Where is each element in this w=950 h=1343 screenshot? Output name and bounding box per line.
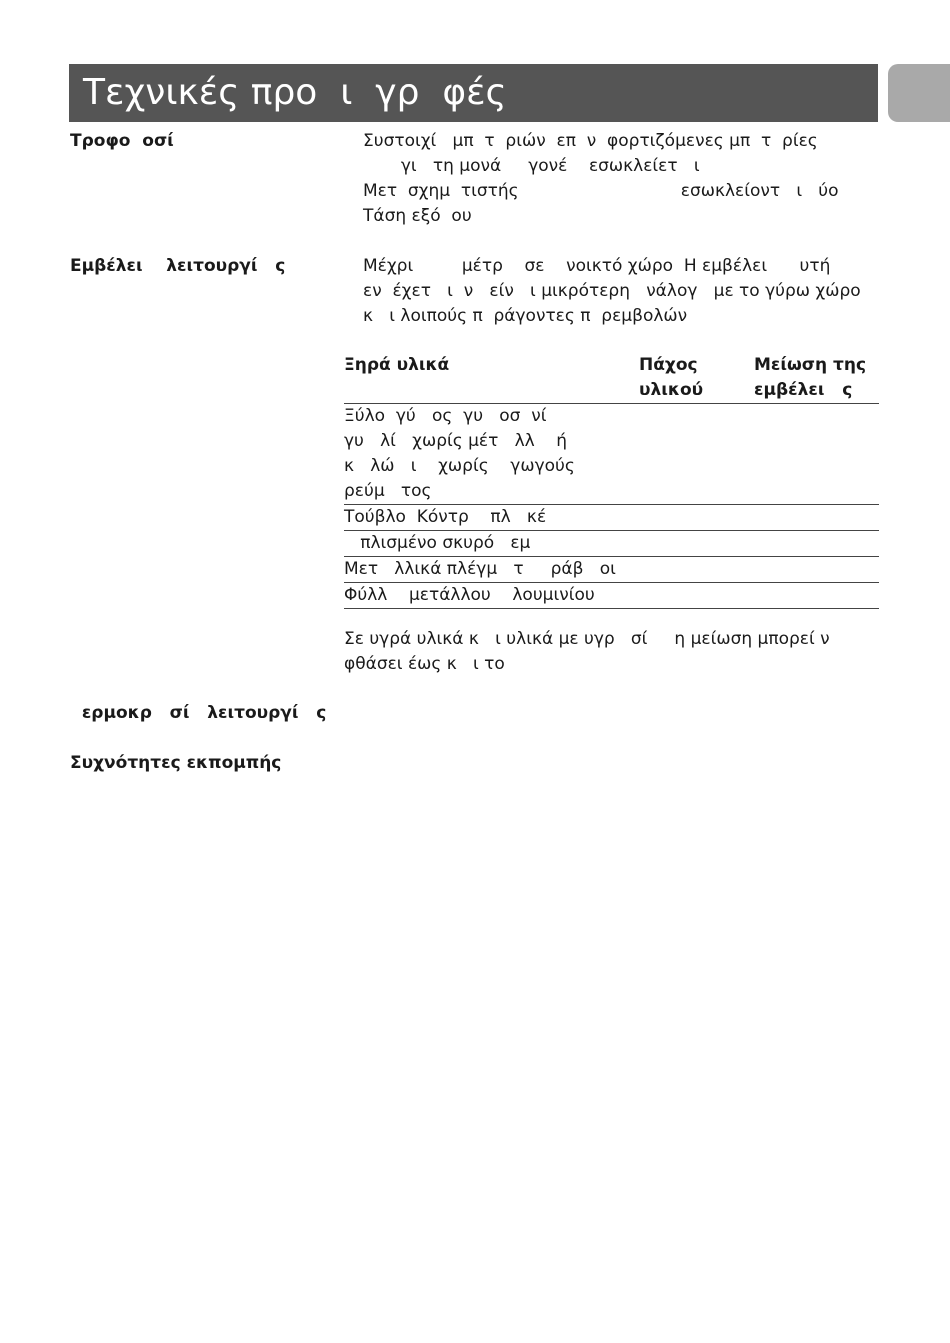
thermo-label: ερμοκρ σί λειτουργί ς [70,703,327,723]
table-row [344,404,879,505]
material-cell: Φύλλ μετάλλου λουμινίου [344,585,595,605]
material-line: κ λώ ι χωρίς γωγούς [344,456,575,476]
header-reduction [754,353,866,403]
language-tab [888,64,950,122]
header-thickness-2: υλικού [639,380,704,400]
material-line: γυ λί χωρίς μέτ λλ ή [344,431,568,451]
table-note-line-1: Σε υγρά υλικά κ ι υλικά με υγρ σί η μείωση μπορεί ν [344,629,830,649]
table-row [344,583,879,609]
range-line-1: Μέχρι μέτρ σε νοικτό χώρο Η εμβέλει υτή [363,256,831,276]
header-thickness-1: Πάχος [639,355,698,375]
power-label: Τροφο οσί [70,131,174,151]
header-thickness [639,353,703,403]
table-note-line-2: φθάσει έως κ ι το [344,654,505,674]
power-line-1: Συστοιχί μπ τ ριών επ ν φορτιζόμενες μπ τ ρίες [363,131,818,151]
material-cell: πλισμένο σκυρό εμ [344,533,531,553]
table-header [344,353,879,404]
header-reduction-2: εμβέλει ς [754,380,853,400]
range-line-3: κ ι λοιπούς π ράγοντες π ρεμβολών [363,306,688,326]
page-title: Τεχνικές προ ι γρ φές [69,64,878,122]
material-line: Ξύλο γύ ος γυ οσ νί [344,406,547,426]
header-material: Ξηρά υλικά [344,355,450,375]
freq-label: Συχνότητες εκπομπής [70,753,282,773]
table-row [344,531,879,557]
materials-table [344,353,879,609]
power-line-2: γι τη μονά γονέ εσωκλείετ ι [363,156,700,176]
material-cell: Τούβλο Κόντρ πλ κέ [344,507,547,527]
range-label: Εμβέλει λειτουργί ς [70,256,286,276]
material-line: ρεύμ τος [344,481,432,501]
table-row [344,505,879,531]
header-reduction-1: Μείωση της [754,355,867,375]
table-row [344,557,879,583]
range-line-2: εν έχετ ι ν είν ι μικρότερη νάλογ με το γύρω χώρο [363,281,861,301]
power-line-4: Τάση εξό ου [363,206,472,226]
material-cell [344,404,879,504]
material-cell: Μετ λλικά πλέγμ τ ράβ οι [344,559,616,579]
power-line-3: Μετ σχημ τιστής εσωκλείοντ ι ύο [363,181,839,201]
